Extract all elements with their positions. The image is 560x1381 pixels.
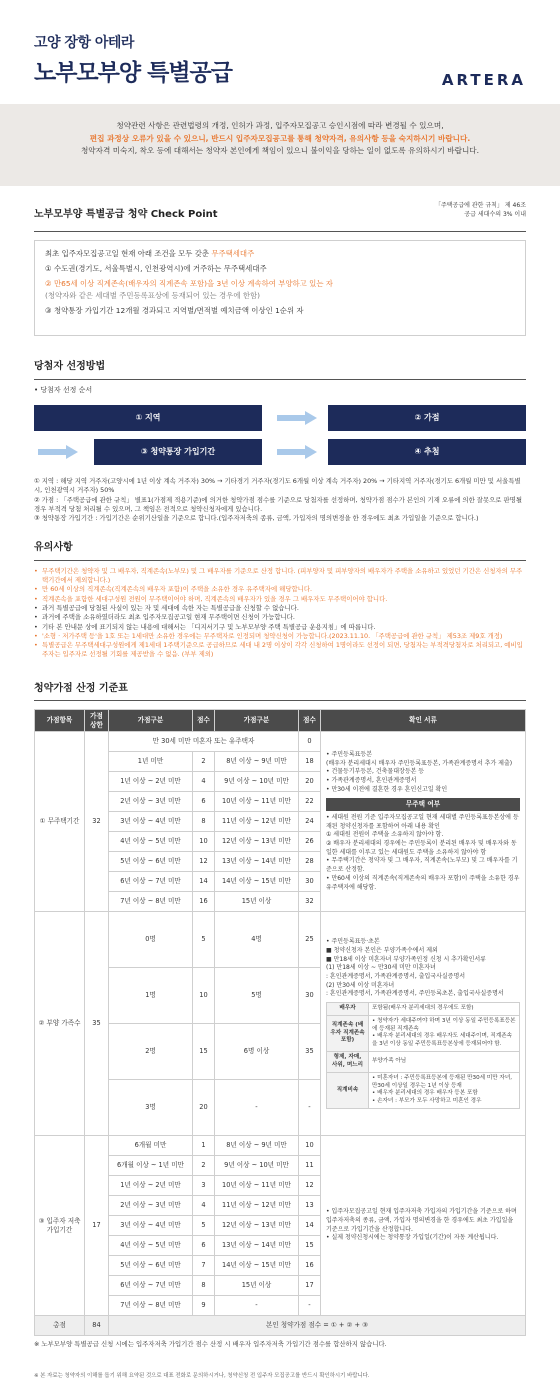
page-title: 노부모부양 특별공급	[34, 59, 232, 86]
table-cell: 2	[193, 1156, 215, 1176]
table-cell: 8년 이상 ~ 9년 미만	[215, 752, 299, 772]
table-cell: 10	[193, 968, 215, 1024]
table-cell: 4명	[215, 912, 299, 968]
caution-item: • 기타 본 안내문 상에 표기되지 않는 내용에 대해서는 「디지서기구 및 노부모부양 주택 특별공급 운용지침」에 따릅니다.	[34, 623, 526, 632]
table-cell: 6	[193, 1236, 215, 1256]
table-cell: 1년 이상 ~ 2년 미만	[109, 772, 193, 792]
table-cell: 15	[193, 1024, 215, 1080]
flow-arrow	[277, 445, 317, 459]
table-cell: 2명	[109, 1024, 193, 1080]
table-cell: 6개월 이상 ~ 1년 미만	[109, 1156, 193, 1176]
docs-line: ■ 청약신청자 본인은 부양가족수에서 제외	[326, 946, 438, 954]
method-note: ① 지역 : 해당 지역 거주자(고양시에 1년 이상 계속 거주자) 30% → 기타경기 거주자(경기도 6개월 이상 계속 거주자) 20% → 기타지역 거주자(경기도 6개월 미만 및 서울특별시, 인천광역시 거주자) 50%	[34, 476, 521, 495]
table-cell: 1년 미만	[109, 752, 193, 772]
docs-line: (1) 만18세 이상 ~ 만30세 미만 미혼자녀	[326, 964, 436, 972]
table-cell: 14년 이상 ~ 15년 미만	[215, 872, 299, 892]
table-cell: 35	[299, 1024, 321, 1080]
table-cell: 28	[299, 852, 321, 872]
table-cell: 3년 이상 ~ 4년 미만	[109, 1216, 193, 1236]
table-cell: 0명	[109, 912, 193, 968]
table-cell: 12	[299, 1176, 321, 1196]
docs-line: ■ 만18세 이상 미혼자녀 부양가족인정 신청 시 추가확인서류	[326, 955, 486, 963]
caution-item: • 무주택기간은 청약자 및 그 배우자, 직계존속(노부모) 및 그 배우자를 기준으로 산정 합니다. (피부양자 및 피부양자의 배우자가 주택을 소유하고 있었던 기간은 신청자의 무주택기간에서 제외합니다.)	[34, 567, 526, 586]
grid-value	[369, 1052, 520, 1073]
caution-item: • 과거 특별공급에 당첨된 사실이 있는 자 및 세대에 속한 자는 특별공급을 신청할 수 없습니다.	[34, 604, 526, 613]
table-header-cell: 가점구분	[215, 710, 299, 732]
table-cell: 6명 이상	[215, 1024, 299, 1080]
caution-item: • 과거에 주택을 소유하였더라도 최초 입주자모집공고일 현재 무주택이면 신청이 가능합니다.	[34, 613, 526, 622]
table-row	[35, 1136, 526, 1156]
table-cell: 9년 이상 ~ 10년 미만	[215, 1156, 299, 1176]
table-cell: 13	[299, 1196, 321, 1216]
flow-step-subscription-period: ③ 청약통장 가입기간	[94, 439, 262, 465]
checkpoint-lead-text: 최초 입주자모집공고일 현재 아래 조건을 모두 갖춘	[45, 249, 212, 258]
method-title: 당첨자 선정방법	[34, 361, 106, 372]
table-cell: 8년 이상 ~ 9년 미만	[215, 1136, 299, 1156]
docs-line: : 혼인관계증명서, 가족관계증명서, 주민등록초본, 출입국사실증명서	[326, 990, 504, 998]
category-cell: ① 무주택기간	[35, 732, 85, 912]
table-cell: 14	[299, 1216, 321, 1236]
table-cell: 4	[193, 1196, 215, 1216]
table-cell: 10년 이상 ~ 11년 미만	[215, 1176, 299, 1196]
grid-row	[327, 1003, 520, 1016]
max-cell: 35	[85, 912, 109, 1136]
table-cell: 26	[299, 832, 321, 852]
grid-key: 배우자	[327, 1003, 369, 1016]
table-cell: 5명	[215, 968, 299, 1024]
table-cell: 32	[299, 892, 321, 912]
sub-title: 고양 장항 아테라	[34, 35, 134, 51]
caution-list	[34, 567, 526, 660]
table-cell: 6년 이상 ~ 7년 미만	[109, 872, 193, 892]
checkpoint-note-line: 공급 세대수의 3% 이내	[464, 210, 526, 218]
table-cell: 7년 이상 ~ 8년 미만	[109, 1296, 193, 1316]
table-cell: 6개월 미만	[109, 1136, 193, 1156]
table-title: 청약가점 산정 기준표	[34, 682, 128, 694]
table-cell: 0	[299, 732, 321, 752]
total-label: 총점	[35, 1316, 85, 1336]
table-cell: 9	[193, 1296, 215, 1316]
table-cell: 12년 이상 ~ 13년 미만	[215, 1216, 299, 1236]
category-cell: ② 부양 가족수	[35, 912, 85, 1136]
docs-line: : 혼인관계증명서, 가족관계증명서, 출입국사실증명서	[326, 972, 466, 980]
table-header-cell: 점수	[193, 710, 215, 732]
table-cell: 1	[193, 1136, 215, 1156]
total-formula: 본인 청약가점 점수 = ① + ② + ③	[109, 1316, 526, 1336]
grid-key: 형제, 자매, 사위, 며느리	[327, 1052, 369, 1073]
grid-value-line: 부양가족 아님	[372, 1058, 407, 1065]
notice-line: 청약자격 미숙지, 착오 등에 대해서는 청약자 본인에게 책임이 있으니 불이익을 당하는 일이 없도록 유의하시기 바랍니다.	[80, 146, 480, 156]
table-cell: 8	[193, 812, 215, 832]
table-header-row	[35, 710, 526, 732]
grid-row	[327, 1072, 520, 1108]
notice-line: 청약관련 사항은 관련법령의 개정, 인허가 과정, 입주자모집공고 승인시점에 따라 변경될 수 있으며,	[116, 121, 444, 130]
table-cell: 1년 이상 ~ 2년 미만	[109, 1176, 193, 1196]
table-cell: 10	[193, 832, 215, 852]
header	[0, 0, 560, 104]
table-cell: 4	[193, 772, 215, 792]
table-cell: 12	[193, 852, 215, 872]
table-cell: 24	[299, 812, 321, 832]
table-cell: 9년 이상 ~ 10년 미만	[215, 772, 299, 792]
table-cell: 10년 이상 ~ 11년 미만	[215, 792, 299, 812]
table-cell: 15	[299, 1236, 321, 1256]
table-cell: 18	[299, 752, 321, 772]
method-bullet: • 당첨자 선정 순서	[34, 385, 93, 394]
table-cell: 17	[299, 1276, 321, 1296]
table-cell: 30	[299, 968, 321, 1024]
method-note: ③ 청약통장 가입기간 : 가입기간은 순위기산일을 기준으로 합니다.(입주자저축의 종류, 금액, 가입자의 명의변경을 한 경우에도 최초 가입일을 기준으로 합니다.)	[34, 514, 479, 523]
table-cell: 14년 이상 ~ 15년 미만	[215, 1256, 299, 1276]
notice-line-highlight: 편집 과정상 오류가 있을 수 있으니, 반드시 입주자모집공고를 통해 청약자격, 유의사항 등을 숙지하시기 바랍니다.	[89, 133, 471, 143]
table-cell: 4년 이상 ~ 5년 미만	[109, 1236, 193, 1256]
grid-row	[327, 1052, 520, 1073]
table-cell: -	[215, 1080, 299, 1136]
checkpoint-note	[435, 202, 526, 219]
caution-item: • 만 60세 이상의 직계존속(직계존속의 배우자 포함)이 주택을 소유한 경우 유주택자에 해당합니다.	[34, 585, 526, 594]
grid-value	[369, 1072, 520, 1108]
grid-key: 직계존속 (배우자 직계존속 포함)	[327, 1015, 369, 1051]
checkpoint-header	[34, 202, 526, 226]
method-note: ② 가점 : 「주택공급에 관한 규칙」 별표1(가점제 적용기준)에 의거한 청약가점 점수를 기준으로 당첨자를 선정하며, 청약가점 점수가 본인의 기재 오류에 의한 잘못으로 판명될 경우 부적격 당첨 처리될 수 있으며, 그 책임은 전적으로 청약신청자에게 있습니다.	[34, 495, 523, 513]
flow-step-lottery: ④ 추첨	[328, 439, 526, 465]
table-cell: 5	[193, 1216, 215, 1236]
caution-item: • 특별공급은 무주택세대구성원에게 제1세대 1주택기준으로 공급하므로 세대 내 2명 이상이 각각 신청하여 1명이라도 선정이 되면, 당첨자는 부적격당첨자로 처리되고, 예비입주자는 입주자로 선정될 기회를 제공받을 수 없음. (부부 제외)	[34, 641, 526, 660]
table-cell: 2년 이상 ~ 3년 미만	[109, 1196, 193, 1216]
table-footnote: ※ 노부모부양 특별공급 신청 시에는 입주자저축 가입기간 점수 산정 시 배우자 입주자저축 가입기간 점수를 합산하지 않습니다.	[34, 1340, 387, 1349]
table-header-cell: 점수	[299, 710, 321, 732]
docs-cell	[321, 1136, 526, 1316]
category-cell: ③ 입주자 저축 가입기간	[35, 1136, 85, 1316]
table-cell: -	[215, 1296, 299, 1316]
table-cell: 7	[193, 1256, 215, 1276]
disclaimer: ※ 본 자료는 청약자의 이해를 돕기 위해 요약된 것으로 대표 전화로 문의하시거나, 청약신청 전 입주자 모집공고를 반드시 확인하시기 바랍니다.	[34, 1372, 370, 1379]
table-cell: 13년 이상 ~ 14년 미만	[215, 852, 299, 872]
table-cell: 6	[193, 792, 215, 812]
docs-line: • 가족관계증명서, 혼인관계증명서	[326, 777, 417, 785]
table-cell: 4년 이상 ~ 5년 미만	[109, 832, 193, 852]
checkpoint-item: ② 만65세 이상 직계존속(배우자의 직계존속 포함)을 3년 이상 계속하여 부양하고 있는 자	[45, 278, 333, 288]
caution-item: • 직계존속을 포함한 세대구성원 전원이 무주택이어야 하며, 직계존속의 배우자가 있을 경우 그 배우자도 무주택이어야 합니다.	[34, 595, 526, 604]
table-cell: 2년 이상 ~ 3년 미만	[109, 792, 193, 812]
docs-line: • 만30세 이전에 결혼한 경우 혼인신고일 확인	[326, 785, 448, 793]
selection-flow	[34, 401, 526, 471]
grid-row	[327, 1015, 520, 1051]
table-cell: 2	[193, 752, 215, 772]
table-cell: 7년 이상 ~ 8년 미만	[109, 892, 193, 912]
table-cell: 15년 이상	[215, 892, 299, 912]
caution-title: 유의사항	[34, 542, 73, 554]
table-cell: 16	[193, 892, 215, 912]
table-cell: 11년 이상 ~ 12년 미만	[215, 812, 299, 832]
table-cell: 20	[193, 1080, 215, 1136]
docs-line: • 실제 청약신청시에는 청약통장 가입일(기간)이 자동 계산됩니다.	[326, 1234, 499, 1242]
table-cell: -	[299, 1080, 321, 1136]
docs-box-line: ① 세대원 전원이 주택을 소유하지 않아야 함.	[326, 831, 444, 839]
table-header-cell: 확인 서류	[321, 710, 526, 732]
table-header-cell: 가점항목	[35, 710, 85, 732]
table-header-cell: 가점구분	[109, 710, 193, 732]
table-cell: 15년 이상	[215, 1276, 299, 1296]
checkpoint-title: 노부모부양 특별공급 청약 Check Point	[34, 209, 218, 220]
method-notes	[34, 477, 526, 523]
table-row	[35, 912, 526, 968]
docs-box-title: 무주택 여부	[326, 798, 520, 812]
docs-box-line: • 만60세 이상의 직계존속(직계존속의 배우자 포함)이 주택을 소유한 경우 유주택자에 해당함.	[326, 874, 520, 891]
checkpoint-lead	[45, 249, 515, 259]
table-cell: 5년 이상 ~ 6년 미만	[109, 1256, 193, 1276]
points-table	[34, 709, 526, 1336]
docs-line: • 주민등록표등·초본	[326, 938, 380, 946]
checkpoint-lead-highlight: 무주택세대주	[211, 249, 255, 258]
table-cell: 11년 이상 ~ 12년 미만	[215, 1196, 299, 1216]
grid-value-line: • 미혼자녀 : 주민등록표등본에 등재된 만30세 미만 자녀, 만30세 이상일 경우는 1년 이상 등재	[372, 1074, 513, 1089]
flow-arrow	[277, 411, 317, 425]
table-cell: 11	[299, 1156, 321, 1176]
flow-arrow	[38, 445, 78, 459]
table-cell: 22	[299, 792, 321, 812]
flow-step-region: ① 지역	[34, 405, 262, 431]
caution-section	[34, 541, 526, 659]
brand-logo: ARTERA	[441, 71, 526, 89]
docs-box-line: • 무주택기간은 청약자 및 그 배우자, 직계존속(노부모) 및 그 배우자를 기준으로 산정함.	[326, 857, 518, 874]
table-cell: 5	[193, 912, 215, 968]
checkpoint-note-line: 「주택공급에 관한 규칙」 제 46조	[434, 202, 526, 209]
total-row	[35, 1316, 526, 1336]
grid-value	[369, 1015, 520, 1051]
checkpoint-box	[34, 240, 526, 336]
checkpoint-item-sub: (청약자와 같은 세대별 주민등록표상에 등재되어 있는 경우에 한함)	[45, 290, 260, 300]
docs-line: • 주민등록표등본	[326, 751, 373, 759]
family-criteria-grid	[326, 1002, 520, 1109]
table-cell: 10	[299, 1136, 321, 1156]
table-cell: 8	[193, 1276, 215, 1296]
table-cell: 5년 이상 ~ 6년 미만	[109, 852, 193, 872]
docs-cell	[321, 912, 526, 1136]
total-max: 84	[85, 1316, 109, 1336]
notice-box	[0, 104, 560, 186]
table-cell: 16	[299, 1256, 321, 1276]
table-cell: 3	[193, 1176, 215, 1196]
max-cell: 17	[85, 1136, 109, 1316]
docs-line: (2) 만30세 이상 미혼자녀	[326, 981, 395, 989]
table-cell: 6년 이상 ~ 7년 미만	[109, 1276, 193, 1296]
grid-key: 직계비속	[327, 1072, 369, 1108]
table-cell: 3년 이상 ~ 4년 미만	[109, 812, 193, 832]
docs-line: • 입주자모집공고일 현재 입주자저축 가입자의 가입기간을 기준으로 하며 입주자저축의 종류, 금액, 가입자 명의변경을 한 경우에도 최초 가입일을 기준으로 가입기간을 산정합니다.	[326, 1208, 517, 1233]
grid-value-line: • 배우자 분리세대의 경우 배우자 등본 포함	[372, 1090, 478, 1097]
table-cell: 14	[193, 872, 215, 892]
grid-value-line: 포함됨(배우자 분리세대의 경우에도 포함)	[372, 1005, 474, 1011]
table-cell: 1명	[109, 968, 193, 1024]
grid-value-line: • 청약자가 세대주여야 하며 3년 이상 동일 주민등록표등본에 등재된 직계존속	[372, 1017, 516, 1032]
table-row	[35, 732, 526, 752]
caution-item: • '소형 · 저가주택 등'을 1호 또는 1세대만 소유한 경우에는 무주택자로 인정되며 청약신청이 가능합니다.(2023.11.10. 「주택공급에 관한 규칙」 제53조 제9호 개정)	[34, 632, 526, 641]
table-cell: 만 30세 미만 미혼자 또는 유주택자	[109, 732, 299, 752]
table-cell: 30	[299, 872, 321, 892]
table-header-cell: 가점 상한	[85, 710, 109, 732]
table-cell: 20	[299, 772, 321, 792]
checkpoint-item: ① 수도권(경기도, 서울특별시, 인천광역시)에 거주하는 무주택세대주	[45, 263, 267, 273]
flow-step-points: ② 가점	[328, 405, 526, 431]
docs-box-line: • 세대원 전원 기준 입주자모집공고일 현재 세대별 주민등록표등본상에 등재된 청약신청자를 포함하여 아래 내용 확인	[326, 814, 519, 830]
table-cell: 3명	[109, 1080, 193, 1136]
grid-value-line: • 손자녀 : 부모가 모두 사망하고 미혼인 경우	[372, 1098, 482, 1105]
table-cell: 13년 이상 ~ 14년 미만	[215, 1236, 299, 1256]
docs-line: (배우자 분리세대시 배우자 주민등록표등본, 가족관계증명서 추가 제출)	[326, 759, 513, 767]
table-cell: -	[299, 1296, 321, 1316]
checkpoint-item: ③ 청약통장 가입기간 12개월 경과되고 지역별/면적별 예치금액 이상인 1순위 자	[45, 305, 304, 315]
grid-value	[369, 1003, 520, 1016]
docs-cell	[321, 732, 526, 912]
table-cell: 25	[299, 912, 321, 968]
docs-line: • 건물등기부등본, 건축물대장등본 등	[326, 768, 425, 776]
docs-box-line: ② 배우자 분리세대의 경우에는 주민등록이 분리된 배우자 및 배우자와 동일한 세대를 이루고 있는 세대원도 주택을 소유하지 않아야 함	[326, 840, 517, 856]
max-cell: 32	[85, 732, 109, 912]
grid-value-line: • 배우자 분리세대의 경우 배우자도 세대주이며, 직계존속을 3년 이상 동일 주민등록표등본상에 등재되어야 함.	[372, 1033, 513, 1048]
table-cell: 12년 이상 ~ 13년 미만	[215, 832, 299, 852]
